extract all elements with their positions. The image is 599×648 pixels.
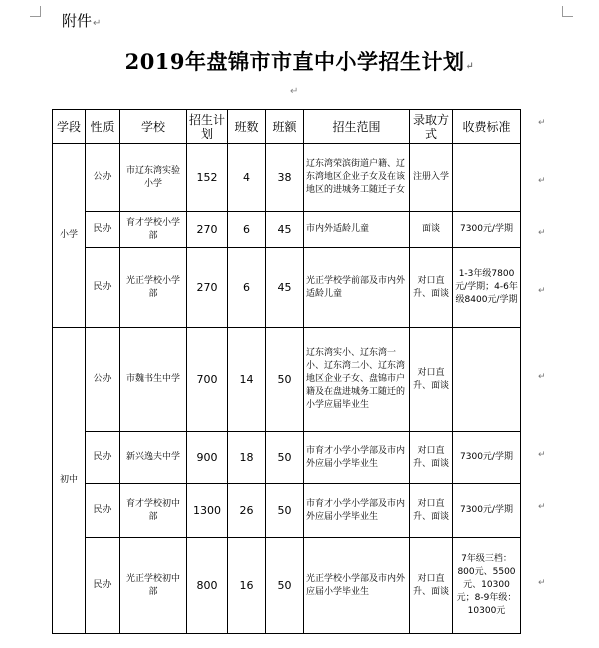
plan-cell: 270 [187,248,228,328]
table-row [53,248,521,328]
header-admission: 录取方式 [410,110,453,144]
scope-cell: 市内外适龄儿童 [304,212,410,248]
crop-mark-top-right [562,6,573,17]
fee-cell: 7300元/学期 [453,432,521,484]
plan-cell: 152 [187,144,228,212]
school-cell: 新兴逸夫中学 [120,432,187,484]
school-cell: 市辽东湾实验小学 [120,144,187,212]
school-cell: 市魏书生中学 [120,328,187,432]
admission-cell: 对口直升、面谈 [410,248,453,328]
scope-cell: 市育才小学小学部及市内外应届小学毕业生 [304,484,410,538]
stage-cell: 初中 [53,328,86,634]
header-classes: 班数 [228,110,266,144]
admission-cell: 对口直升、面谈 [410,328,453,432]
row-end-mark: ↵ [538,118,546,128]
admission-cell: 对口直升、面谈 [410,432,453,484]
class-size-cell: 45 [266,212,304,248]
nature-cell: 公办 [86,144,120,212]
class-size-cell: 50 [266,432,304,484]
scope-cell: 市育才小学小学部及市内外应届小学毕业生 [304,432,410,484]
admission-cell: 面谈 [410,212,453,248]
header-fee: 收费标准 [453,110,521,144]
enrollment-plan-table [52,109,521,634]
table-header-row [53,110,521,144]
nature-cell: 民办 [86,248,120,328]
school-cell: 育才学校小学部 [120,212,187,248]
fee-cell [453,328,521,432]
table-row [53,144,521,212]
nature-cell: 民办 [86,212,120,248]
nature-cell: 民办 [86,432,120,484]
nature-cell: 民办 [86,538,120,634]
school-cell: 育才学校初中部 [120,484,187,538]
header-class-size: 班额 [266,110,304,144]
row-end-mark: ↵ [538,228,546,238]
fee-cell: 1-3年级7800元/学期；4-6年级8400元/学期 [453,248,521,328]
plan-cell: 700 [187,328,228,432]
class-size-cell: 50 [266,328,304,432]
paragraph-mark: ↵ [290,86,299,97]
header-school: 学校 [120,110,187,144]
row-end-mark: ↵ [538,450,546,460]
table-row [53,484,521,538]
school-cell: 光正学校初中部 [120,538,187,634]
fee-cell: 7300元/学期 [453,212,521,248]
table-row [53,212,521,248]
class-size-cell: 50 [266,484,304,538]
plan-cell: 800 [187,538,228,634]
header-plan: 招生计划 [187,110,228,144]
row-end-mark: ↵ [538,176,546,186]
nature-cell: 民办 [86,484,120,538]
classes-cell: 26 [228,484,266,538]
nature-cell: 公办 [86,328,120,432]
table-row [53,538,521,634]
table-row [53,432,521,484]
class-size-cell: 50 [266,538,304,634]
admission-cell: 注册入学 [410,144,453,212]
crop-mark-top-left [30,6,41,17]
row-end-mark: ↵ [538,502,546,512]
classes-cell: 14 [228,328,266,432]
header-stage: 学段 [53,110,86,144]
scope-cell: 辽东湾荣滨街道户籍、辽东湾地区企业子女及在该地区的进城务工随迁子女 [304,144,410,212]
scope-cell: 光正学校学前部及市内外适龄儿童 [304,248,410,328]
plan-cell: 900 [187,432,228,484]
plan-cell: 270 [187,212,228,248]
header-scope: 招生范围 [304,110,410,144]
document-title: 2019年盘锦市市直中小学招生计划↵ [124,49,475,74]
header-nature: 性质 [86,110,120,144]
classes-cell: 6 [228,212,266,248]
scope-cell: 光正学校小学部及市内外应届小学毕业生 [304,538,410,634]
fee-cell: 7300元/学期 [453,484,521,538]
row-end-mark: ↵ [538,286,546,296]
attachment-label: 附件↵ [62,12,102,30]
classes-cell: 6 [228,248,266,328]
classes-cell: 18 [228,432,266,484]
classes-cell: 16 [228,538,266,634]
class-size-cell: 38 [266,144,304,212]
plan-cell: 1300 [187,484,228,538]
admission-cell: 对口直升、面谈 [410,484,453,538]
fee-cell [453,144,521,212]
row-end-mark: ↵ [538,372,546,382]
row-end-mark: ↵ [538,578,546,588]
school-cell: 光正学校小学部 [120,248,187,328]
classes-cell: 4 [228,144,266,212]
table-row [53,328,521,432]
stage-cell: 小学 [53,144,86,328]
admission-cell: 对口直升、面谈 [410,538,453,634]
class-size-cell: 45 [266,248,304,328]
scope-cell: 辽东湾实小、辽东湾一小、辽东湾二小、辽东湾地区企业子女、盘锦市户籍及在盘进城务工随迁的小学应届毕业生 [304,328,410,432]
fee-cell: 7年级三档：800元、5500元、10300元；8-9年级：10300元 [453,538,521,634]
